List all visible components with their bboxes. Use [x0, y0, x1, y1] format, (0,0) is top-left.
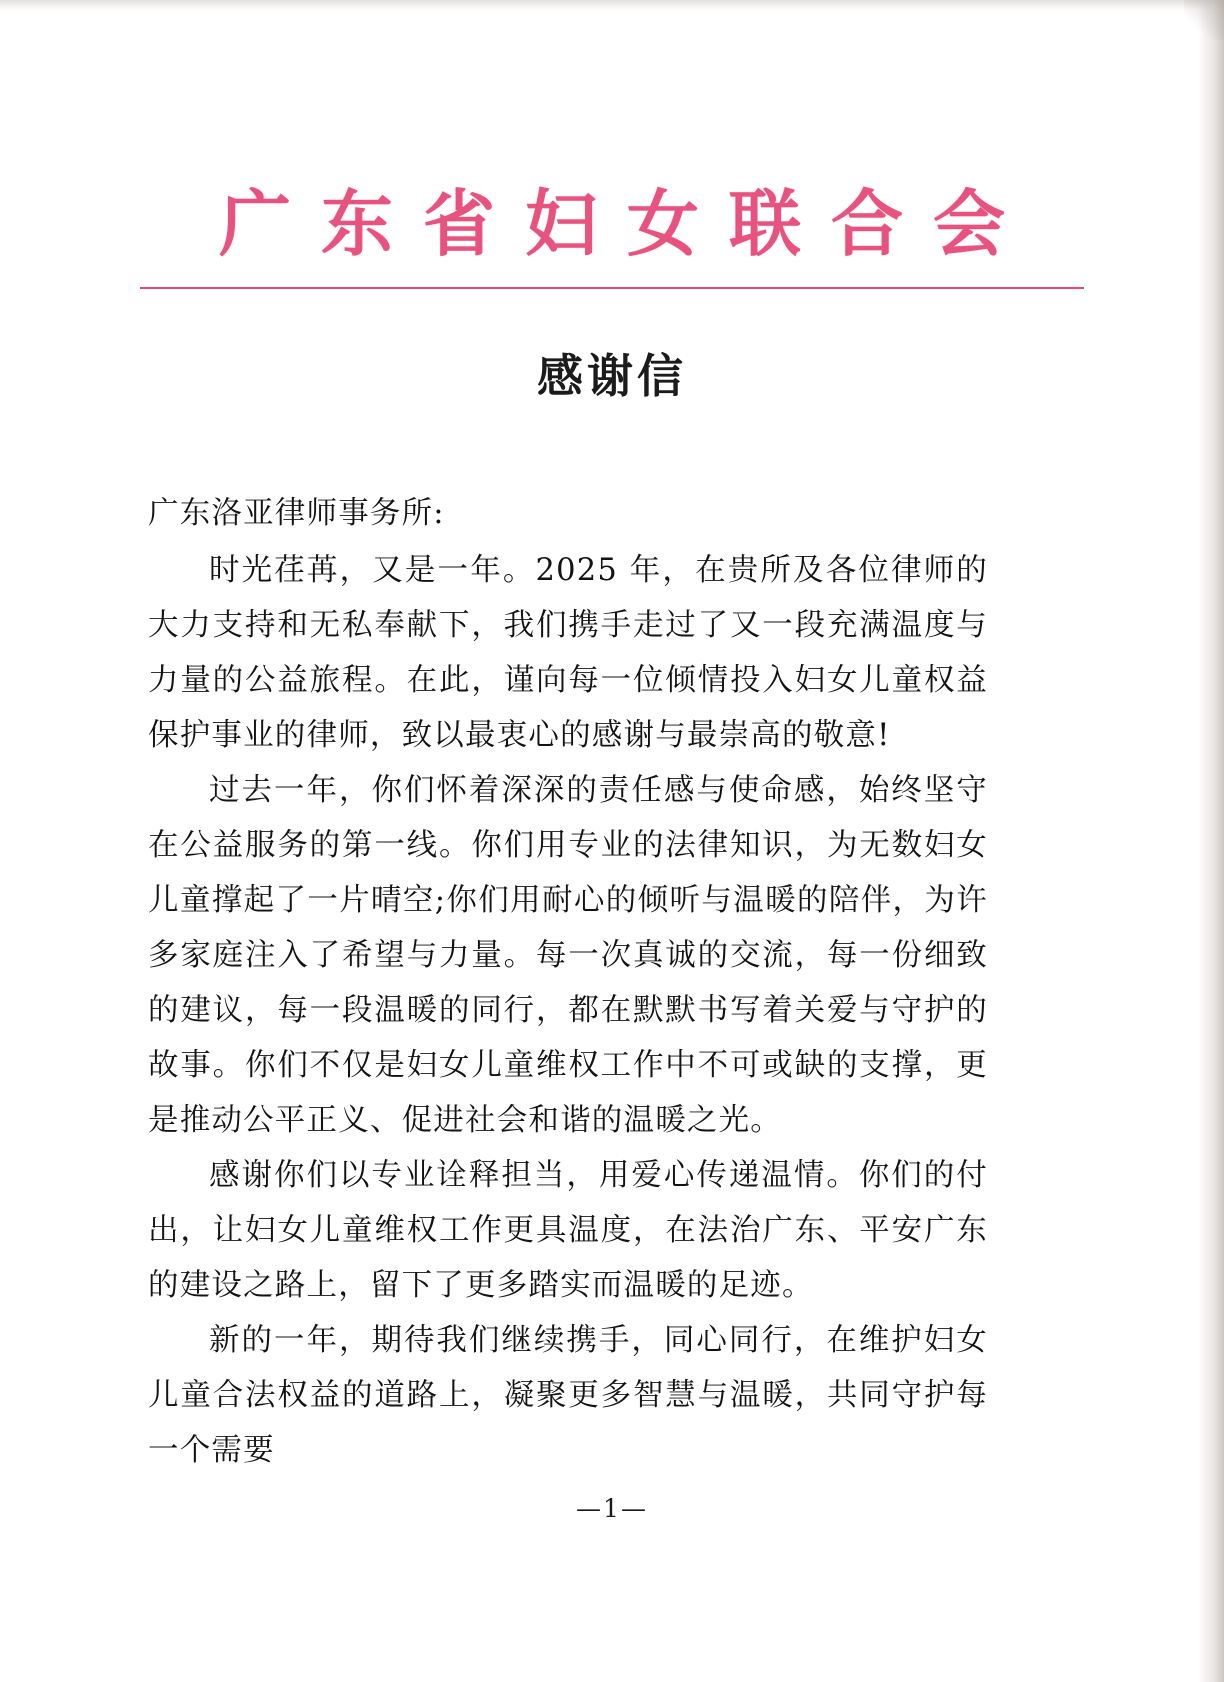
letterhead [0, 181, 1224, 266]
scan-corner-shading [1184, 0, 1224, 40]
letter-body [148, 486, 988, 1478]
body-paragraph-2: 过去一年，你们怀着深深的责任感与使命感，始终坚守在公益服务的第一线。你们用专业的法律知识，为无数妇女儿童撑起了一片晴空;你们用耐心的倾听与温暖的陪伴，为许多家庭注入了希望与力量。每一次真诚的交流，每一份细致的建议，每一段温暖的同行，都在默默书写着关爱与守护的故事。你们不仅是妇女儿童维权工作中不可或缺的支撑，更是推动公平正义、促进社会和谐的温暖之光。 [148, 773, 988, 1138]
body-paragraph-1: 时光荏苒，又是一年。2025 年，在贵所及各位律师的大力支持和无私奉献下，我们携手走过了又一段充满温度与力量的公益旅程。在此，谨向每一位倾情投入妇女儿童权益保护事业的律师，致以最衷心的感谢与最崇高的敬意! [148, 553, 988, 753]
scan-edge-shading-top [0, 0, 1224, 10]
body-paragraph-3: 感谢你们以专业诠释担当，用爱心传递温情。你们的付出，让妇女儿童维权工作更具温度，在法治广东、平安广东的建设之路上，留下了更多踏实而温暖的足迹。 [148, 1158, 988, 1303]
salutation: 广东洛亚律师事务所: [148, 496, 445, 531]
page-number: —1— [576, 1494, 648, 1523]
page-title: 感谢信 [537, 349, 687, 403]
letterhead-divider-rule [140, 287, 1084, 289]
letterhead-organization-name: 广东省妇女联合会 [218, 181, 1035, 266]
body-paragraph-4: 新的一年，期待我们继续携手，同心同行，在维护妇女儿童合法权益的道路上，凝聚更多智慧与温暖，共同守护每一个需要 [148, 1323, 988, 1468]
